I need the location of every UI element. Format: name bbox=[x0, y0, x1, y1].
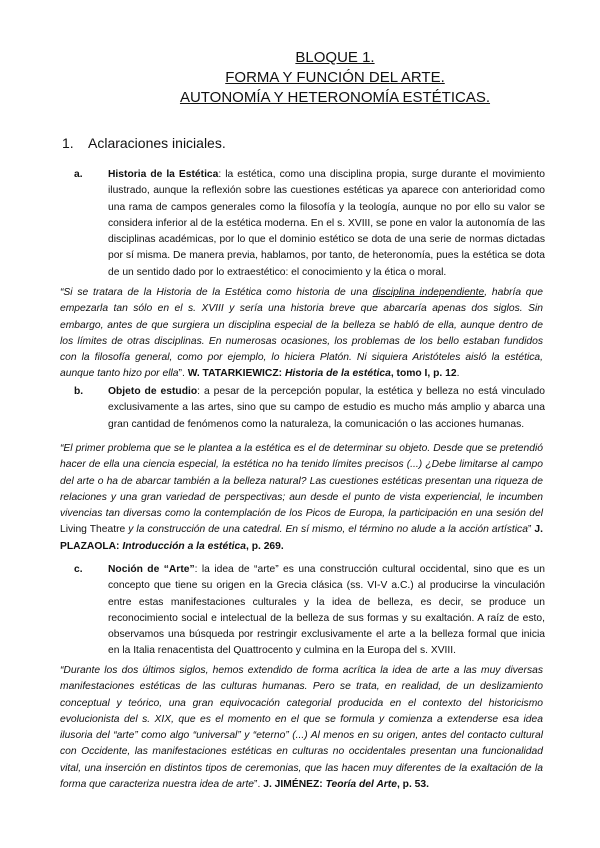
quote-3-author: J. JIMÉNEZ: bbox=[263, 779, 323, 791]
quote-1-author: W. TATARKIEWICZ: bbox=[187, 368, 283, 380]
quote-1-end: . bbox=[456, 368, 460, 380]
title-line-1: BLOQUE 1. bbox=[295, 49, 375, 66]
quote-plazaola bbox=[60, 441, 543, 555]
item-c-term: Noción de “Arte” bbox=[108, 564, 195, 575]
section-heading-text: Aclaraciones iniciales. bbox=[88, 135, 226, 151]
quote-2-work: Introducción a la estética bbox=[122, 540, 246, 552]
quote-1-underlined: disciplina independiente bbox=[372, 287, 485, 298]
list-letter-a: a. bbox=[74, 169, 83, 180]
quote-jimenez bbox=[60, 663, 543, 793]
item-a-text: : la estética, como una disciplina propia, surge durante el movimiento ilustrado, aunque la reflexión sobre las cuestiones estéticas ya aparece con anterioridad como una rama de campos generales como la filosofía y la teología, aunque no por ello su valor se considera inferior al de la estética moderna. En el s. XVIII, se pone en valor la autonomía de las disciplinas académicas, por lo que el dominio estético se dota de una serie de normas dictadas por sí misma. De manera previa, hablamos, por tanto, de heteronomía, pues la estética se dota de un sentido dado por lo extraestético: el conocimiento y la ética o moral. bbox=[108, 169, 545, 278]
item-c-paragraph bbox=[108, 562, 545, 660]
quote-2-close: ” bbox=[527, 524, 532, 536]
item-a-term: Historia de la Estética bbox=[108, 169, 219, 180]
list-item-b bbox=[74, 384, 545, 433]
section-number: 1. bbox=[62, 135, 74, 151]
list-letter-c: c. bbox=[74, 564, 83, 575]
quote-1-post: , habría que empezarla tan sólo en el s. XVIII y sería una historia breve que abarcaría apenas dos siglos. Sin embargo, antes de que surgiera un disciplina especial de la belleza se habló de ella, aunque dentro de los límites de otras disciplinas. En numerosas ocasiones, los problemas de los bello estaban fundidos con la filosofía general, como por ejemplo, lo hiciera Platón. Ni siquiera Aristóteles aisló la estética, aunque tanto hizo por ella bbox=[60, 287, 543, 380]
quote-3-work: Teoría del Arte bbox=[325, 779, 397, 791]
quote-3-close: ”. bbox=[254, 779, 261, 791]
quote-3-text: “Durante los dos últimos siglos, hemos extendido de forma acrítica la idea de arte a las muy diversas manifestaciones estéticas de las culturas humanas. Pero se trata, en realidad, de un deslizamiento conceptual y teórico, una gran equivocación categorial producida en el contexto del historicismo evolucionista del s. XIX, que es el momento en el que se formula y comienza a extenderse esa idea ilusoria del “arte” como algo “universal” y “eterno” (...) Al menos en su origen, antes del contacto cultural con Occidente, las manifestaciones estéticas en culturas no occidentales presentan una funcionalidad vital, una inserción en distintos tipos de ceremonias, que las hacen muy diferentes de la exaltación de la forma que caracteriza nuestra idea de arte bbox=[60, 665, 543, 791]
item-b-paragraph bbox=[108, 384, 545, 433]
quote-3-paragraph bbox=[60, 663, 543, 793]
quote-1-work: Historia de la estética bbox=[284, 368, 391, 380]
list-item-a bbox=[74, 167, 545, 281]
quote-1-paragraph bbox=[60, 285, 543, 383]
quote-2-paragraph bbox=[60, 441, 543, 555]
quote-3-ref: , p. 53. bbox=[396, 779, 430, 791]
title-line-3: AUTONOMÍA Y HETERONOMÍA ESTÉTICAS. bbox=[179, 89, 491, 106]
quote-2-author: J. PLAZAOLA: bbox=[60, 524, 543, 552]
item-c-text: : la idea de “arte” es una construcción cultural occidental, sino que es un concepto que tiene su origen en la Grecia clásica (ss. VI-V a.C.) al producirse la vinculación entre estas manifestaciones culturales y la idea de belleza, es decir, se produce un reconocimiento social e intelectual de la belleza de sus formas y su exaltación. A raíz de esto, observamos una búsqueda por restringir exclusivamente el arte a la belleza formal que inicia en la Italia renacentista del Quattrocento y culmina en la Europa del s. XVIII. bbox=[108, 564, 545, 657]
quote-2-ref: , p. 269. bbox=[245, 540, 284, 552]
list-letter-b: b. bbox=[74, 386, 84, 397]
item-b-text: : a pesar de la percepción popular, la estética y belleza no está vinculado exclusivamente a las artes, sino que su campo de estudio es mucho más amplio y abarca una gran cantidad de fenómenos como la naturaleza, la comunicación o las acciones humanas. bbox=[108, 386, 545, 430]
quote-1-pre: “Si se tratara de la Historia de la Estética como historia de una bbox=[60, 287, 373, 298]
quote-1-ref: , tomo I, p. 12 bbox=[390, 368, 457, 380]
list-item-c bbox=[74, 562, 545, 660]
quote-2-post: y la construcción de una catedral. En sí mismo, el término no alude a la acción artística bbox=[125, 524, 528, 536]
item-a-paragraph bbox=[108, 167, 545, 281]
section-heading bbox=[62, 135, 226, 151]
quote-2-upright: Living Theatre bbox=[60, 524, 126, 536]
quote-tatarkiewicz bbox=[60, 285, 543, 383]
quote-2-pre: “El primer problema que se le plantea a la estética es el de determinar su objeto. Desde que se pretendió hacer de ella una ciencia especial, la estética no ha tenido límites precisos (...) ¿Debe limitarse al campo del arte o ha de abarcar también a la belleza natural? Las cuestiones estéticas presentan una riqueza de relaciones y una gran variedad de perspectivas; aun desde el punto de vista experiencial, le incumben vivencias tan diversas como la contemplación de los Picos de Europa, la participación en una sesión del bbox=[60, 443, 543, 520]
title-line-2: FORMA Y FUNCIÓN DEL ARTE. bbox=[225, 69, 445, 86]
quote-1-close: ”. bbox=[178, 368, 185, 380]
item-b-term: Objeto de estudio bbox=[108, 386, 198, 397]
page-title bbox=[0, 48, 600, 108]
